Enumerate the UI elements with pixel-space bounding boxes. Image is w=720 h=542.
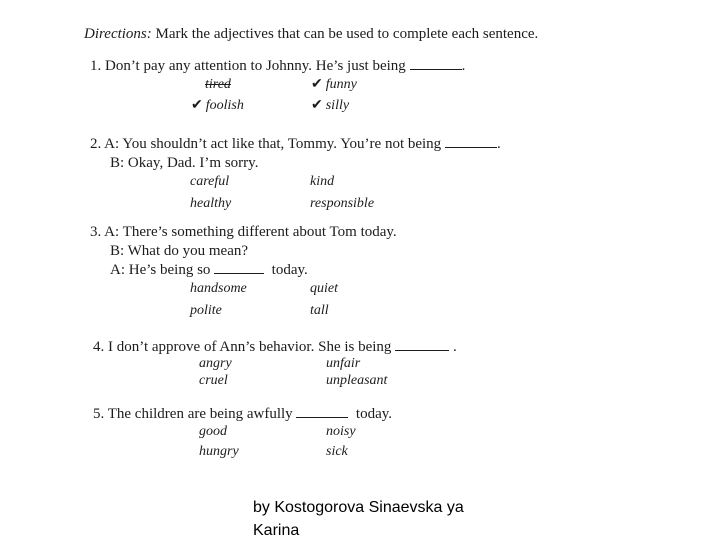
question-2-end: . [496,136,501,152]
option-polite[interactable]: polite [190,303,222,318]
question-2-text: 2. A: You shouldn’t act like that, Tommy. You’re not being [90,136,442,152]
question-1 [90,57,465,75]
question-1-end: . [461,58,466,74]
option-label: funny [325,77,357,92]
check-icon: ✔ [191,98,203,113]
question-3-end: today. [271,262,308,278]
answer-blank [445,137,497,148]
check-icon: ✔ [311,77,323,92]
question-3-line-1: 3. A: There’s something different about Tom today. [90,224,397,240]
question-5-text: 5. The children are being awfully [93,406,293,422]
option-unfair[interactable]: unfair [326,356,361,371]
question-3-line-2: B: What do you mean? [110,243,249,259]
question-2-line-1 [90,135,501,153]
option-unpleasant[interactable]: unpleasant [326,373,388,388]
check-icon: ✔ [311,98,323,113]
option-label: foolish [205,98,244,113]
question-3-text: A: He’s being so [110,262,211,278]
question-4-end: . [452,339,457,355]
option-silly[interactable] [311,97,349,114]
answer-blank [395,340,449,351]
option-hungry[interactable]: hungry [199,444,239,459]
question-5-end: today. [355,406,393,422]
option-healthy[interactable]: healthy [190,196,232,211]
option-responsible[interactable]: responsible [310,196,375,211]
option-tall[interactable]: tall [310,303,329,318]
option-careful[interactable]: careful [190,174,230,189]
option-foolish[interactable] [191,97,244,114]
option-cruel[interactable]: cruel [199,373,228,388]
directions-text: Mark the adjectives that can be used to complete each sentence. [151,26,539,42]
option-tired[interactable] [205,76,231,93]
option-quiet[interactable]: quiet [310,281,338,296]
answer-blank [214,263,264,274]
author-credit: by Kostogorova Sinaevska ya Karina [253,499,464,539]
question-3-line-3 [110,261,308,279]
option-label: tired [205,77,231,92]
directions-line [84,25,538,43]
option-angry[interactable]: angry [199,356,232,371]
option-sick[interactable]: sick [326,444,348,459]
option-noisy[interactable]: noisy [326,424,356,439]
question-4 [93,338,457,356]
question-2-line-2: B: Okay, Dad. I’m sorry. [110,155,259,171]
option-handsome[interactable]: handsome [190,281,247,296]
question-1-text: 1. Don’t pay any attention to Johnny. He’s just being [90,58,406,74]
option-funny[interactable] [311,76,357,93]
option-label: silly [325,98,350,113]
answer-blank [296,407,348,418]
question-4-text: 4. I don’t approve of Ann’s behavior. She is being [93,339,392,355]
answer-blank [410,59,462,70]
question-5 [93,405,392,423]
option-good[interactable]: good [199,424,227,439]
option-kind[interactable]: kind [310,174,335,189]
directions-label: Directions: [84,26,152,42]
